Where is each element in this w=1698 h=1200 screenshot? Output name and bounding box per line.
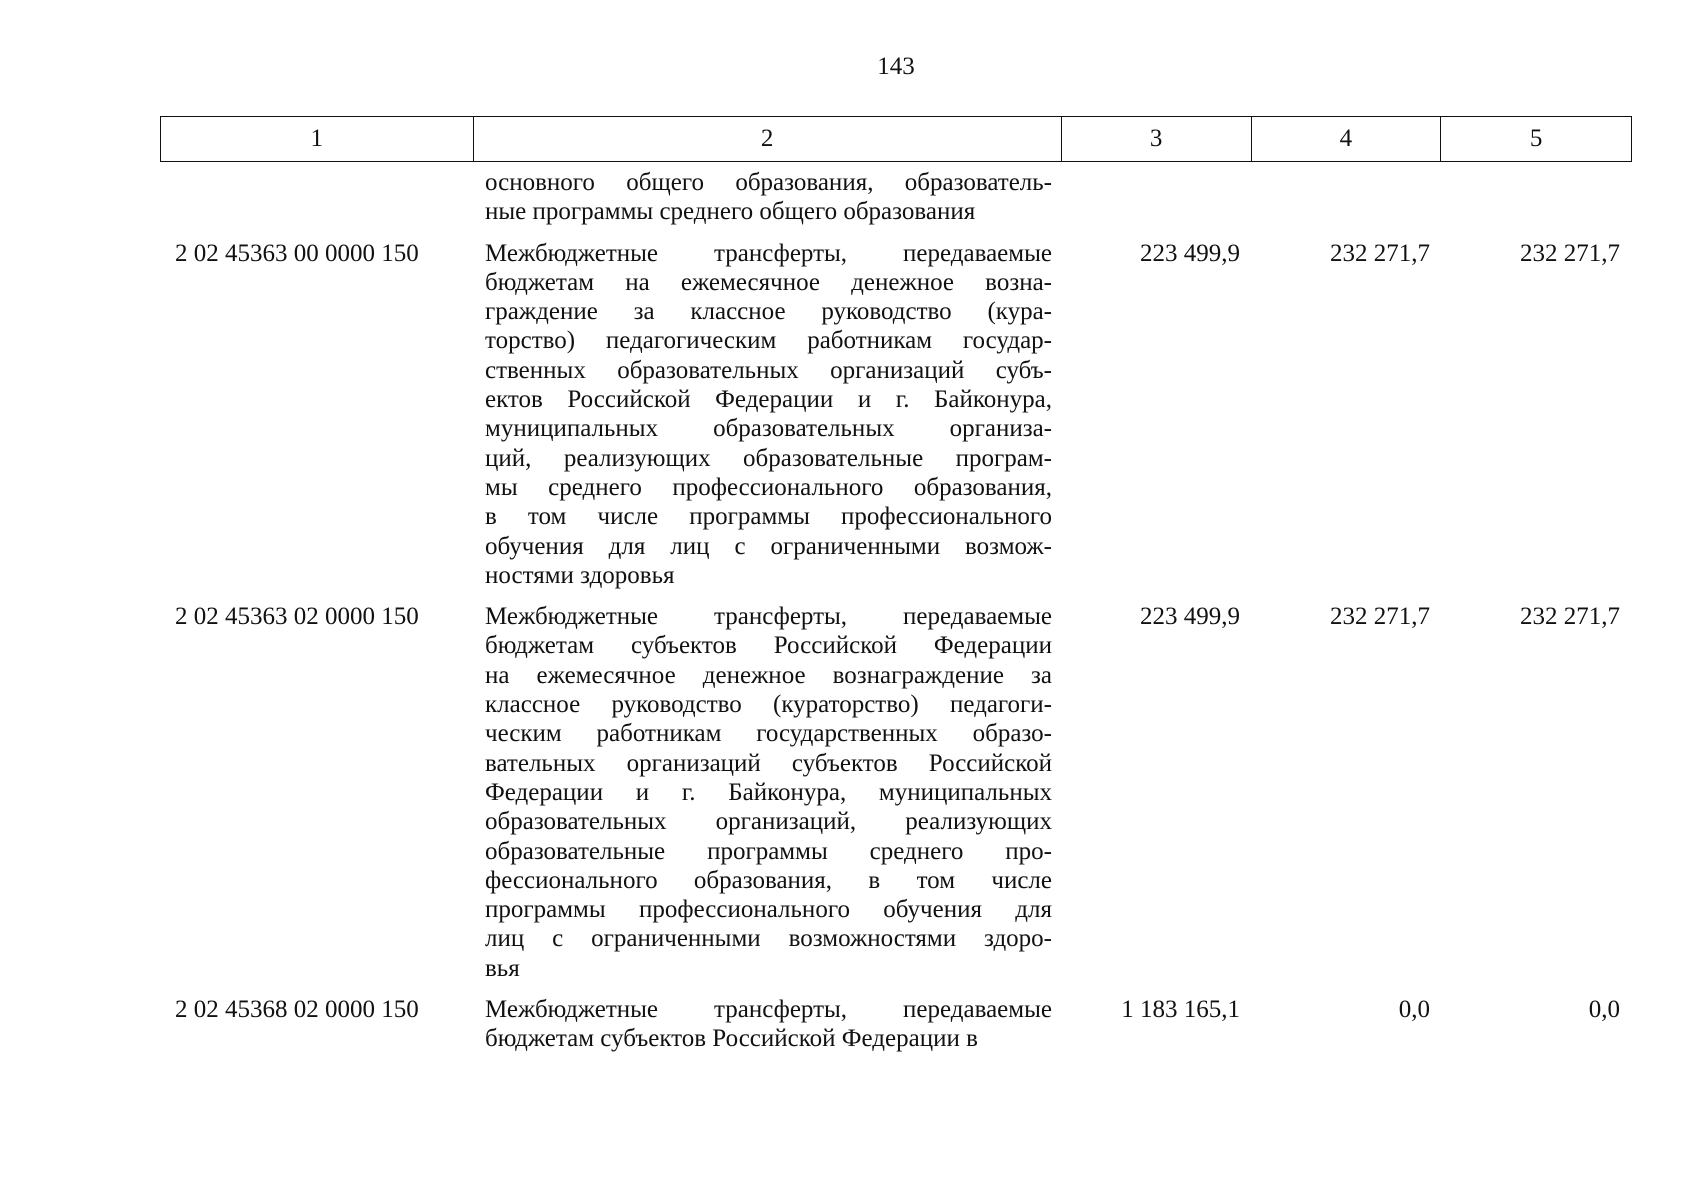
amount-column-4 [1252, 168, 1442, 227]
description-line: программы профессионального обучения для [485, 896, 1052, 924]
table-row [160, 995, 1632, 1054]
description-line: ектов Российской Федерации и г. Байконура, [485, 386, 1052, 414]
amount-column-5: 232 271,7 [1520, 603, 1620, 631]
description-line: бюджетам субъектов Российской Федерации в [485, 1025, 978, 1053]
description-line: Межбюджетные трансферты, передаваемые [485, 603, 1052, 631]
description-line: вья [485, 954, 520, 982]
description-line: муниципальных образовательных организа- [485, 415, 1052, 443]
description-line: классное руководство (кураторство) педагоги- [485, 691, 1052, 719]
column-header-5: 5 [1529, 125, 1543, 152]
budget-code: 2 02 45368 02 0000 150 [175, 996, 419, 1024]
amount-column-4: 0,0 [1398, 996, 1430, 1024]
amount-column-5: 0,0 [1588, 996, 1620, 1024]
description-line: фессионального образования, в том числе [485, 866, 1052, 894]
table-row [160, 168, 1632, 227]
description-line: граждение за классное руководство (кура- [485, 298, 1052, 326]
description-line: лиц с ограниченными возможностями здоро- [485, 925, 1052, 953]
table-body [160, 168, 1632, 1066]
amount-column-5 [1442, 168, 1632, 227]
column-header-3: 3 [1062, 117, 1252, 161]
description-line: бюджетам на ежемесячное денежное возна- [485, 268, 1052, 296]
table-row [160, 239, 1632, 591]
amount-column-4: 232 271,7 [1330, 239, 1430, 267]
description-line: ностями здоровья [485, 561, 675, 589]
amount-column-3 [1062, 168, 1252, 227]
description-line: Федерации и г. Байконура, муниципальных [485, 778, 1052, 806]
description-line: обучения для лиц с ограниченными возмож- [485, 532, 1052, 560]
description-line: образовательных организаций, реализующих [485, 808, 1052, 836]
description-line: Межбюджетные трансферты, передаваемые [485, 996, 1052, 1024]
description [473, 602, 1062, 983]
description-line: Межбюджетные трансферты, передаваемые [485, 239, 1052, 267]
column-header-2: 2 [474, 117, 1062, 161]
amount-column-4: 232 271,7 [1330, 603, 1430, 631]
description-line: на ежемесячное денежное вознаграждение за [485, 661, 1052, 689]
page-number: 143 [877, 53, 915, 80]
description-line: ственных образовательных организаций субъ- [485, 356, 1052, 384]
amount-column-5: 232 271,7 [1520, 239, 1620, 267]
description-line: мы среднего профессионального образования, [485, 473, 1052, 501]
budget-code [160, 168, 473, 227]
column-header-1: 1 [161, 117, 474, 161]
column-header-4: 4 [1252, 117, 1442, 161]
table-header [160, 116, 1632, 162]
description-line: ческим работникам государственных образо- [485, 720, 1052, 748]
budget-code: 2 02 45363 00 0000 150 [175, 239, 419, 267]
table-row [160, 602, 1632, 983]
description-line: торство) педагогическим работникам государ- [485, 327, 1052, 355]
description-line: вательных организаций субъектов Российской [485, 749, 1052, 777]
budget-code: 2 02 45363 02 0000 150 [175, 603, 419, 631]
description-line: ные программы среднего общего образования [485, 198, 976, 226]
amount-column-3: 1 183 165,1 [1121, 996, 1240, 1024]
amount-column-3: 223 499,9 [1140, 239, 1240, 267]
description-line: в том числе программы профессионального [485, 503, 1052, 531]
amount-column-3: 223 499,9 [1140, 603, 1240, 631]
description [473, 995, 1062, 1054]
description-line: основного общего образования, образователь- [485, 169, 1052, 196]
description-line: бюджетам субъектов Российской Федерации [485, 632, 1052, 660]
description-line: образовательные программы среднего про- [485, 837, 1052, 865]
description [473, 168, 1062, 227]
description [473, 239, 1062, 591]
description-line: ций, реализующих образовательные програм- [485, 444, 1052, 472]
